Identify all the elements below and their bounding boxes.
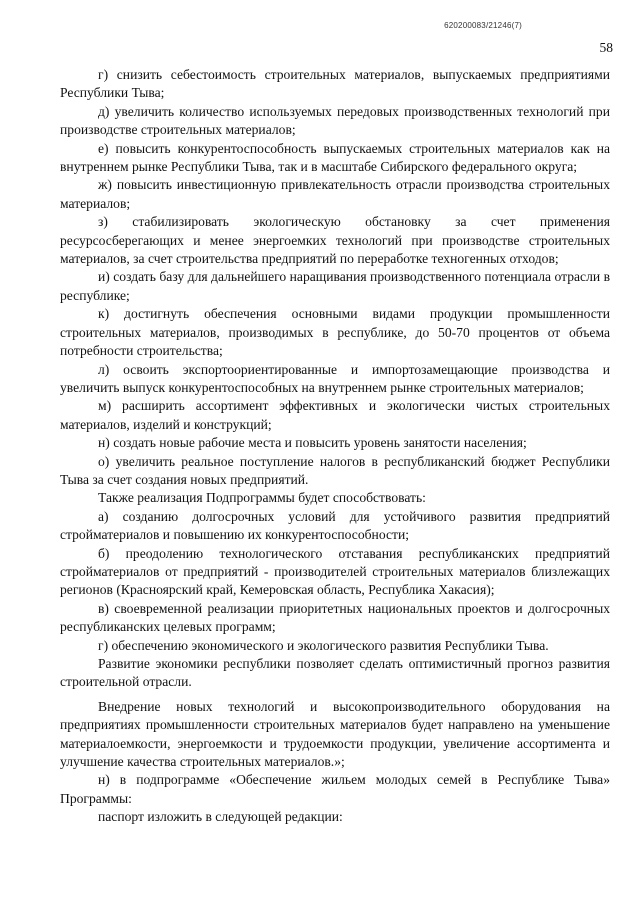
paragraph-item-l: л) освоить экспортоориентированные и импортозамещающие производства и увеличить выпуск конкурентоспособных на внутреннем рынке строительных материалов; (60, 361, 610, 395)
paragraph-forecast: Развитие экономики республики позволяет сделать оптимистичный прогноз развития строительной отрасли. (60, 656, 610, 690)
document-body (60, 66, 610, 827)
page-number: 58 (599, 40, 613, 55)
paragraph-item-i: и) создать базу для дальнейшего наращивания производственного потенциала отрасли в республике; (60, 269, 610, 303)
paragraph-item-z: з) стабилизировать экологическую обстановку за счет применения ресурсосберегающих и менее энергоемких технологий при производстве строительных материалов, за счет строительства предприятий по переработке техногенных отходов; (60, 214, 610, 267)
paragraph-item-n: н) создать новые рабочие места и повысить уровень занятости населения; (98, 435, 527, 451)
paragraph-item-e: е) повысить конкурентоспособность выпускаемых строительных материалов как на внутреннем рынке Республики Тыва, так и в масштабе Сибирского федерального округа; (60, 140, 610, 175)
document-code: 620200083/21246(7) (444, 21, 522, 30)
paragraph-subprogram: н) в подпрограмме «Обеспечение жильем молодых семей в Республике Тыва» Программы: (60, 772, 610, 806)
paragraph-item-o: о) увеличить реальное поступление налогов в республиканский бюджет Республики Тыва за счет создания новых предприятий. (60, 453, 610, 487)
paragraph-item-m: м) расширить ассортимент эффективных и экологически чистых строительных материалов, изделий и конструкций; (60, 398, 610, 432)
paragraph-item-zh: ж) повысить инвестиционную привлекательность отрасли производства строительных материалов; (60, 177, 610, 211)
paragraph-passport: паспорт изложить в следующей редакции: (98, 809, 343, 825)
paragraph-technology: Внедрение новых технологий и высокопроизводительного оборудования на предприятиях промышленности строительных материалов будет направлено на уменьшение материалоемкости, энергоемкости и трудоемкости продукции, увеличение ассортимента и улучшение качества строительных материалов.»; (60, 698, 610, 770)
paragraph-intro: Также реализация Подпрограммы будет способствовать: (98, 490, 426, 506)
paragraph-contrib-g: г) обеспечению экономического и экологического развития Республики Тыва. (98, 637, 549, 653)
paragraph-contrib-a: а) созданию долгосрочных условий для устойчивого развития предприятий стройматериалов и повышению их конкурентоспособности; (60, 508, 610, 543)
paragraph-item-d: д) увеличить количество используемых передовых производственных технологий при производстве строительных материалов; (60, 103, 610, 138)
paragraph-item-k: к) достигнуть обеспечения основными видами продукции промышленности строительных материалов, производимых в республике, до 50-70 процентов от объема потребности строительства; (60, 306, 610, 359)
paragraph-contrib-v: в) своевременной реализации приоритетных национальных проектов и долгосрочных республиканских целевых программ; (60, 600, 610, 635)
paragraph-item-g: г) снизить себестоимость строительных материалов, выпускаемых предприятиями Республики Тыва; (60, 67, 610, 101)
paragraph-contrib-b: б) преодолению технологического отставания республиканских предприятий стройматериалов от предприятий - производителей строительных материалов близлежащих регионов (Красноярский край, Кемеровская область, Республика Хакасия); (60, 545, 610, 598)
